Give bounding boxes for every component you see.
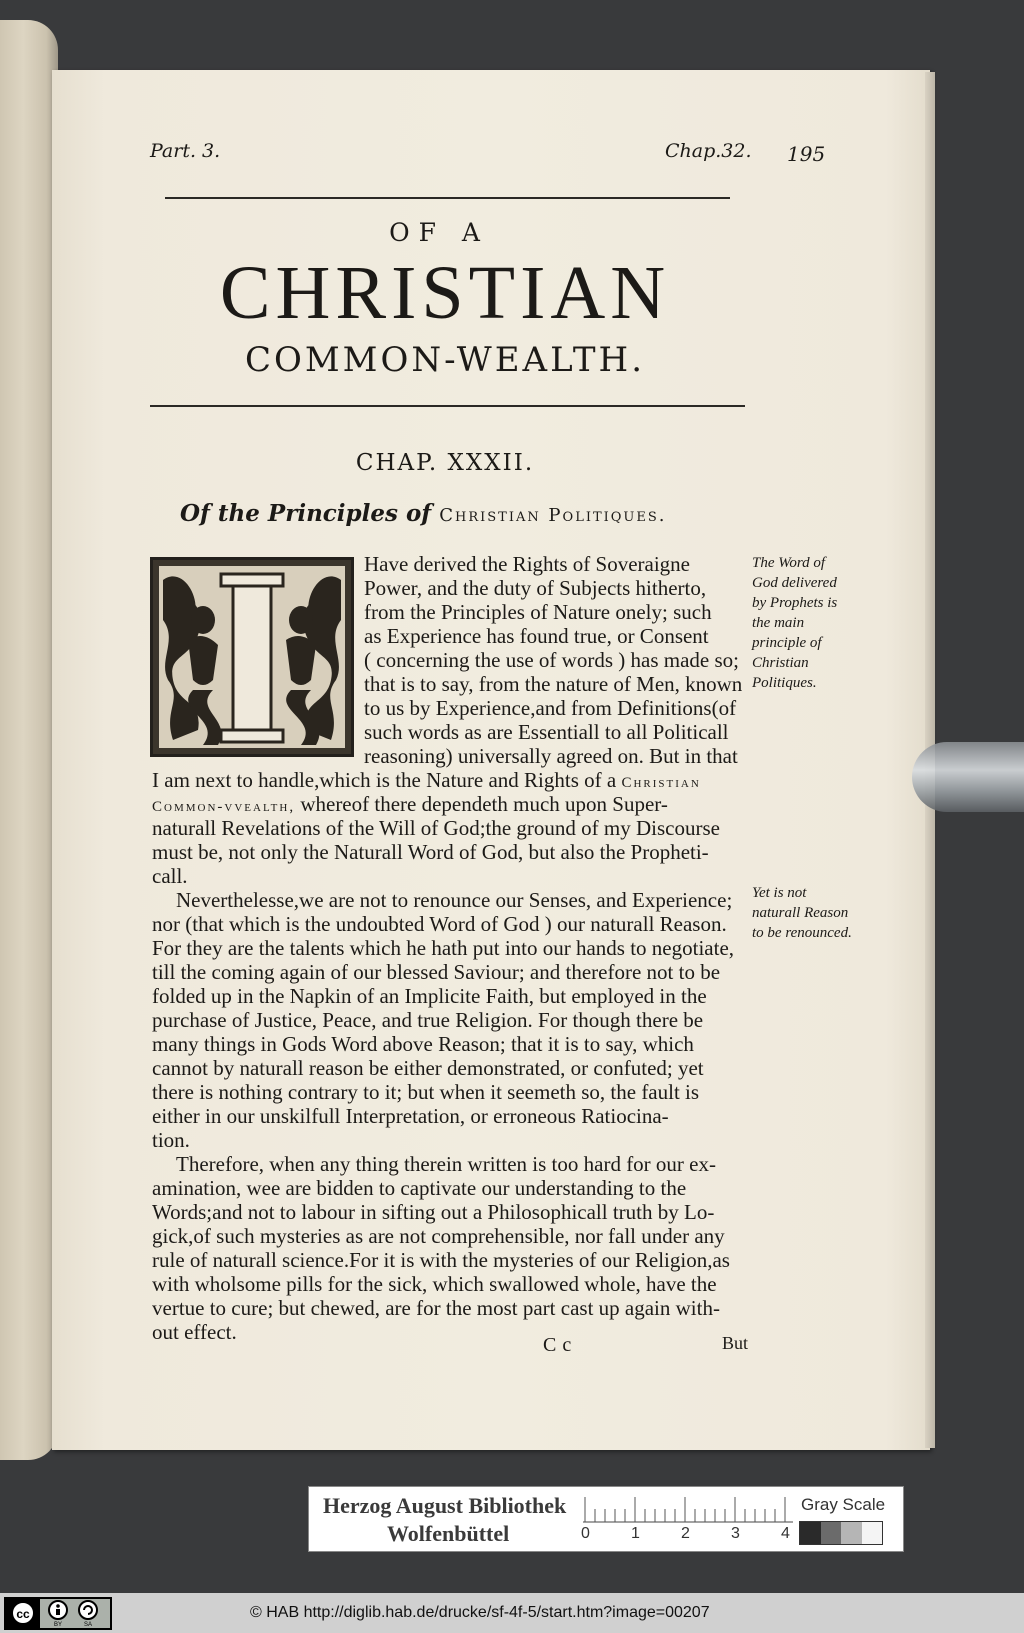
body-line-22: cannot by naturall reason be either demonstrated, or confuted; yet	[152, 1056, 704, 1080]
chapter-title-prefix: Of the Principles of	[180, 500, 440, 527]
title-line-commonwealth: COMMON-WEALTH.	[244, 340, 646, 380]
body-line-18: till the coming again of our blessed Saviour; and therefore not to be	[152, 960, 721, 984]
body-line-2: Power, and the duty of Subjects hitherto,	[364, 576, 707, 600]
scale-number-1: 1	[631, 1525, 640, 1542]
library-label	[308, 1486, 904, 1552]
footer-bar	[0, 1593, 1024, 1633]
library-city: Wolfenbüttel	[387, 1521, 510, 1546]
page-clip	[912, 742, 1024, 812]
page-number: 195	[787, 142, 826, 166]
body-line-8: such words as are Essentiall to all Politicall	[364, 720, 729, 744]
grayscale-bar	[799, 1521, 883, 1545]
body-line-13: must be, not only the Naturall Word of God, but also the Propheti-	[152, 840, 709, 864]
body-line-15: Neverthelesse,we are not to renounce our Senses, and Experience;	[176, 888, 733, 912]
body-line-16: nor (that which is the undoubted Word of God ) our naturall Reason.	[152, 912, 727, 936]
chapter-number: CHAP. XXXII.	[355, 450, 535, 476]
body-line-32: vertue to cure; but chewed, are for the most part cast up again with-	[152, 1296, 720, 1320]
by-label: BY	[53, 1622, 63, 1628]
title-line-of-a: OF A	[389, 218, 489, 247]
commonwealth-small-caps: Common-vvealth,	[152, 799, 296, 815]
scale-number-3: 3	[731, 1525, 740, 1542]
body-line-24: either in our unskilfull Interpretation, or erroneous Ratiocina-	[152, 1104, 669, 1128]
margin-note-naturall-reason: Yet is not naturall Reason to be renounced.	[752, 885, 852, 941]
grayscale-swatch-2	[821, 1522, 842, 1544]
decorated-initial-i	[150, 557, 354, 757]
body-line-10-text: I am next to handle,which is the Nature and Rights of a	[152, 768, 617, 792]
license-icons	[6, 1599, 110, 1628]
margin-note-word-of-god: The Word of God delivered by Prophets is the main principle of Christian Politiques.	[752, 555, 838, 691]
body-line-27: amination, wee are bidden to captivate our understanding to the	[152, 1176, 687, 1200]
title-line-christian: CHRISTIAN	[219, 251, 671, 335]
signature-mark: Cc	[543, 1334, 578, 1356]
body-line-5: ( concerning the use of words ) has made so;	[364, 648, 739, 672]
body-line-12: naturall Revelations of the Will of God;the ground of my Discourse	[152, 816, 720, 840]
body-line-7: to us by Experience,and from Definitions(of	[364, 696, 737, 720]
body-line-1: Have derived the Rights of Soveraigne	[364, 552, 690, 576]
sa-label: SA	[83, 1622, 93, 1628]
christian-small-caps: Christian	[621, 775, 701, 791]
body-line-30: rule of naturall science.For it is with the mysteries of our Religion,as	[152, 1248, 730, 1272]
body-line-33: out effect.	[152, 1320, 237, 1344]
body-line-25: tion.	[152, 1128, 190, 1152]
scale-number-2: 2	[681, 1525, 690, 1542]
scale-number-4: 4	[781, 1525, 790, 1542]
body-line-6: that is to say, from the nature of Men, known	[364, 672, 743, 696]
grayscale-swatch-1	[800, 1522, 821, 1544]
source-url-text[interactable]: © HAB http://diglib.hab.de/drucke/sf-4f-5/start.htm?image=00207	[250, 1604, 710, 1621]
body-line-21: many things in Gods Word above Reason; that it is to say, which	[152, 1032, 694, 1056]
body-line-9: reasoning) universally agreed on. But in that	[364, 744, 738, 768]
body-line-29: gick,of such mysteries as are not comprehensible, nor fall under any	[152, 1224, 725, 1248]
library-name: Herzog August Bibliothek	[323, 1493, 567, 1518]
body-line-3: from the Principles of Nature onely; such	[364, 600, 712, 624]
scale-number-0: 0	[581, 1525, 590, 1542]
chapter-title-small-caps: Christian Politiques.	[439, 505, 667, 526]
body-line-19: folded up in the Napkin of an Implicite Faith, but employed in the	[152, 984, 707, 1008]
body-line-10	[152, 768, 701, 793]
grayscale-swatch-3	[841, 1522, 862, 1544]
body-line-28: Words;and not to labour in sifting out a Philosophicall truth by Lo-	[152, 1200, 715, 1224]
title-rule-top	[165, 197, 730, 199]
grayscale-swatch-4	[862, 1522, 883, 1544]
svg-text:cc: cc	[16, 1607, 30, 1621]
decorated-initial-image	[153, 560, 351, 754]
ruler-scale	[583, 1491, 795, 1523]
grayscale-label: Gray Scale	[801, 1495, 886, 1514]
running-head-chapter: Chap.32.	[665, 140, 752, 162]
body-line-14: call.	[152, 864, 188, 888]
sa-icon	[79, 1601, 97, 1619]
body-line-26: Therefore, when any thing therein written is too hard for our ex-	[176, 1152, 716, 1176]
body-line-20: purchase of Justice, Peace, and true Religion. For though there be	[152, 1008, 704, 1032]
body-line-11	[152, 792, 668, 817]
title-rule-bottom	[150, 405, 745, 407]
catchword: But	[722, 1333, 749, 1353]
body-line-23: there is nothing contrary to it; but when it seemeth so, the fault is	[152, 1080, 700, 1104]
cc-license-badge[interactable]	[4, 1597, 112, 1630]
body-line-11-text: whereof there dependeth much upon Super-	[300, 792, 668, 816]
chapter-title	[180, 500, 667, 527]
running-head-part: Part. 3.	[150, 140, 221, 162]
body-line-17: For they are the talents which he hath put into our hands to negotiate,	[152, 936, 735, 960]
body-line-31: with wholsome pills for the sick, which swallowed whole, have the	[152, 1272, 717, 1296]
body-line-4: as Experience has found true, or Consent	[364, 624, 709, 648]
